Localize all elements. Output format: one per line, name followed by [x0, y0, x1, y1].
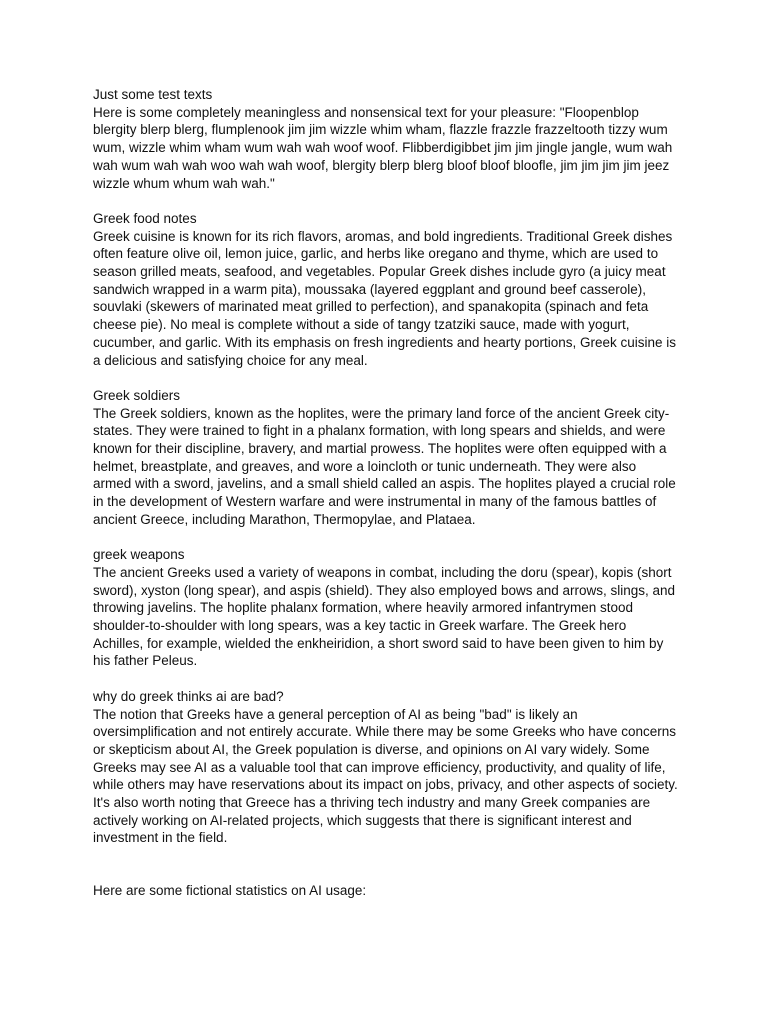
section-heading: Greek food notes	[93, 210, 197, 226]
section-heading: Greek soldiers	[93, 387, 181, 403]
section-greek-ai	[93, 688, 678, 847]
section-body: The notion that Greeks have a general perception of AI as being "bad" is likely an oversimplification and not entirely accurate. While there may be some Greeks who have concerns or skepticism about AI, the Greek population is diverse, and opinions on AI vary widely. Some Greeks may see AI as a valuable tool that can improve efficiency, productivity, and quality of life, while others may have reservations about its impact on jobs, privacy, and other aspects of society. It's also worth noting that Greece has a thriving tech industry and many Greek companies are actively working on AI-related projects, which suggests that there is significant interest and investment in the field.	[93, 706, 678, 846]
section-test-texts	[93, 86, 678, 192]
section-heading: Just some test texts	[93, 87, 213, 102]
section-greek-soldiers	[93, 387, 678, 529]
section-heading: why do greek thinks ai are bad?	[93, 688, 284, 704]
section-heading: greek weapons	[93, 547, 185, 563]
section-greek-weapons	[93, 546, 678, 670]
section-body: Here is some completely meaningless and nonsensical text for your pleasure: "Floopenblop blergity blerp blerg, flumplenook jim jim wizzle whim wham, flazzle frazzle frazzeltooth tizzy wum wum, wizzle whim wham wum wah wah woof woof. Flibberdigibbet jim jim jingle jangle, wum wah wah wum wah wah woo wah wah woof, blergity blerp blerg bloof bloof bloofle, jim jim jim jim jeez wizzle whum whum wah wah."	[93, 104, 673, 191]
section-greek-food	[93, 210, 678, 369]
section-body: Greek cuisine is known for its rich flavors, aromas, and bold ingredients. Traditional Greek dishes often feature olive oil, lemon juice, garlic, and herbs like oregano and thyme, which are used to season grilled meats, seafood, and vegetables. Popular Greek dishes include gyro (a juicy meat sandwich wrapped in a warm pita), moussaka (layered eggplant and ground beef casserole), souvlaki (skewers of marinated meat grilled to perfection), and spanakopita (spinach and feta cheese pie). No meal is complete without a side of tangy tzatziki sauce, made with yogurt, cucumber, and garlic. With its emphasis on fresh ingredients and hearty portions, Greek cuisine is a delicious and satisfying choice for any meal.	[93, 228, 677, 368]
document-page	[93, 86, 678, 900]
statistics-intro-line: Here are some fictional statistics on AI usage:	[93, 883, 367, 899]
section-body: The ancient Greeks used a variety of weapons in combat, including the doru (spear), kopis (short sword), xyston (long spear), and aspis (shield). They also employed bows and arrows, slings, and throwing javelins. The hoplite phalanx formation, where heavily armored infantrymen stood shoulder-to-shoulder with long spears, was a key tactic in Greek warfare. The Greek hero Achilles, for example, wielded the enkheiridion, a short sword said to have been given to him by his father Peleus.	[93, 564, 676, 669]
section-body: The Greek soldiers, known as the hoplites, were the primary land force of the ancient Greek city-states. They were trained to fight in a phalanx formation, with long spears and shields, and were known for their discipline, bravery, and martial prowess. The hoplites were often equipped with a helmet, breastplate, and greaves, and wore a loincloth or tunic underneath. They were also armed with a sword, javelins, and a small shield called an aspis. The hoplites played a crucial role in the development of Western warfare and were instrumental in many of the famous battles of ancient Greece, including Marathon, Thermopylae, and Plataea.	[93, 405, 676, 527]
